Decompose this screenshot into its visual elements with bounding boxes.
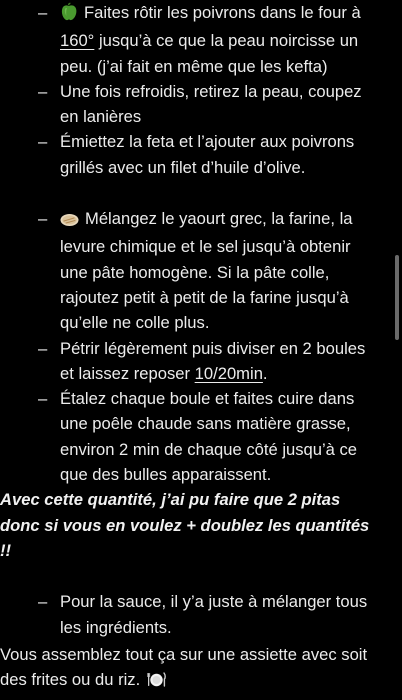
- step-text: Émiettez la feta et l’ajouter aux poivrons grillés avec un filet d’huile d’olive.: [60, 132, 355, 177]
- list-item-peel-peppers: [26, 79, 376, 130]
- list-item-dough: [26, 206, 376, 335]
- list-item-sauce: [26, 589, 376, 640]
- step-text: Pétrir légèrement puis diviser en 2 boules et laissez reposer: [60, 338, 366, 383]
- list-item-roast-peppers: [26, 0, 376, 79]
- list-dash: –: [38, 338, 48, 358]
- list-dash: –: [38, 209, 48, 229]
- step-text: Pour la sauce, il y’a juste à mélanger tous les ingrédients.: [60, 592, 368, 637]
- list-item-cook: [26, 386, 376, 487]
- list-dash: –: [38, 81, 48, 101]
- time-value: 10/20min: [194, 363, 263, 383]
- step-text: .: [262, 363, 268, 383]
- scrollbar[interactable]: [395, 255, 399, 340]
- list-item-knead: [26, 336, 376, 387]
- quantity-note: Avec cette quantité, j’ai pu faire que 2 pitas donc si vous en voulez + doublez les quantités !!: [0, 490, 370, 560]
- temperature-value: 160°: [60, 31, 95, 51]
- fork-knife-plate-icon: [147, 670, 166, 695]
- green-bell-pepper-icon: [60, 2, 78, 28]
- step-text: Mélangez le yaourt grec, la farine, la levure chimique et le sel jusqu’à obtenir une pâte homogène. Si la pâte colle, rajoutez petit à petit de la farine jusqu’à qu’elle ne colle plus.: [60, 209, 353, 333]
- flatbread-icon: [60, 209, 79, 234]
- closing-line: [0, 642, 376, 696]
- list-dash: –: [38, 132, 48, 152]
- step-text: Une fois refroidis, retirez la peau, coupez en lanières: [60, 81, 362, 127]
- list-dash: –: [38, 3, 48, 22]
- closing-text: Vous assemblez tout ça sur une assiette avec soit des frites ou du riz.: [0, 644, 368, 690]
- step-text: jusqu’à ce que la peau noircisse un peu. (j’ai fait en même que les kefta): [60, 31, 359, 76]
- step-text: Faites rôtir les poivrons dans le four à: [84, 3, 361, 22]
- list-dash: –: [38, 389, 48, 409]
- step-text: Étalez chaque boule et faites cuire dans une poêle chaude sans matière grasse, environ 2 min de chaque côté jusqu’à ce que des bulles apparaissent.: [60, 389, 358, 485]
- list-item-feta: [26, 129, 376, 180]
- list-dash: –: [38, 592, 48, 612]
